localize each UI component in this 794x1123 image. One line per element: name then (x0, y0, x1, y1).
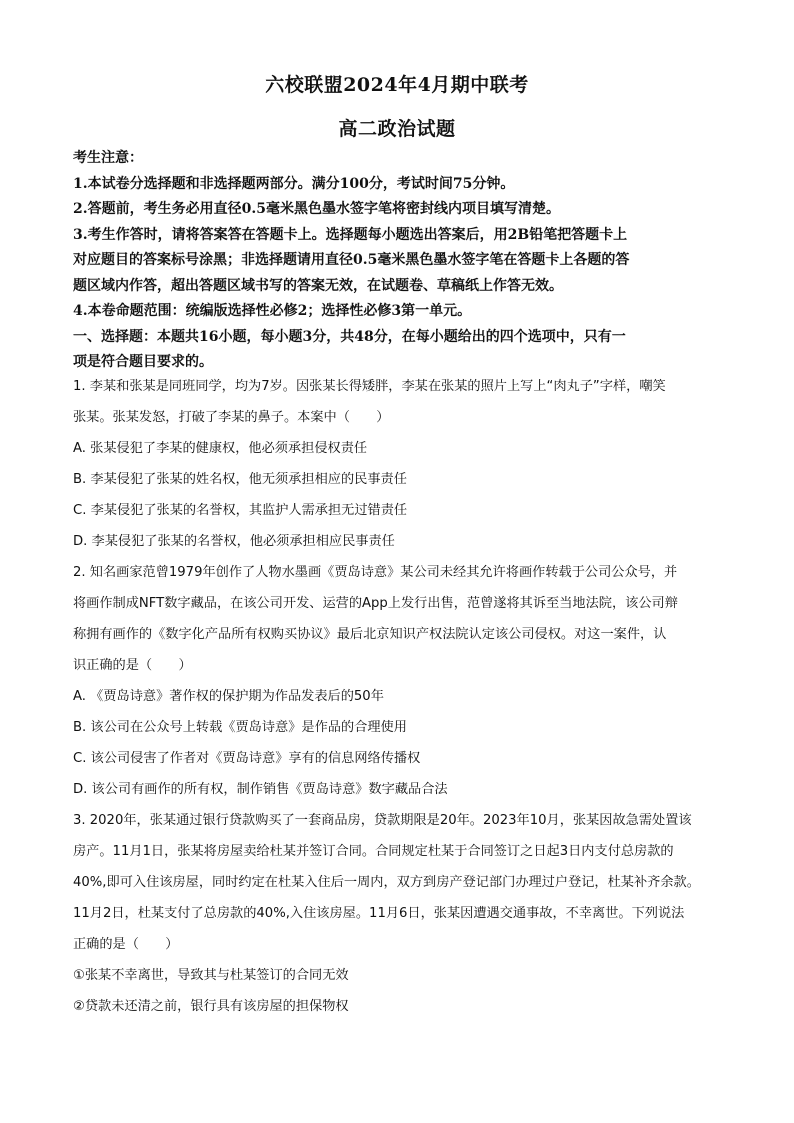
option-line: C. 李某侵犯了张某的名誉权，其监护人需承担无过错责任 (73, 503, 408, 518)
question-line: 称拥有画作的《数字化产品所有权购买协议》最后北京知识产权法院认定该公司侵权。对这一案件，认 (73, 627, 667, 642)
exam-title: 六校联盟2024年4月期中联考 (265, 74, 529, 96)
note-line: 对应题目的答案标号涂黑；非选择题请用直径0.5毫米黑色墨水签字笔在答题卡上各题的答 (73, 252, 630, 268)
question-line: 房产。11月1日，张某将房屋卖给杜某并签订合同。合同规定杜某于合同签订之日起3日内支付总房款的 (73, 844, 674, 859)
option-line: B. 该公司在公众号上转载《贾岛诗意》是作品的合理使用 (73, 720, 407, 735)
candidate-notes (73, 146, 733, 376)
question-line: 张某。张某发怒，打破了李某的鼻子。本案中（ ） (73, 410, 390, 425)
question-line: 识正确的是（ ） (73, 658, 192, 673)
note-line: 1.本试卷分选择题和非选择题两部分。满分100分，考试时间75分钟。 (73, 175, 515, 192)
section-heading-line: 一、选择题：本题共16小题，每小题3分，共48分，在每小题给出的四个选项中，只有一 (73, 328, 626, 345)
option-line: A. 《贾岛诗意》著作权的保护期为作品发表后的50年 (73, 689, 384, 704)
option-line: D. 李某侵犯了张某的名誉权，他必须承担相应民事责任 (73, 534, 395, 549)
exam-subtitle: 高二政治试题 (338, 118, 456, 140)
question-line: 11月2日，杜某支付了总房款的40%,入住该房屋。11月6日，张某因遭遇交通事故，不幸离世。下列说法 (73, 906, 685, 921)
note-line: 3.考生作答时，请将答案答在答题卡上。选择题每小题选出答案后，用2B铅笔把答题卡上 (73, 226, 628, 243)
notes-heading: 考生注意： (73, 150, 143, 166)
question-line: 2. 知名画家范曾1979年创作了人物水墨画《贾岛诗意》某公司未经其允许将画作转载于公司公众号，并 (73, 565, 678, 580)
question-line: 40%,即可入住该房屋，同时约定在杜某入住后一周内，双方到房产登记部门办理过户登记，杜某补齐余款。 (73, 875, 700, 890)
questions-body (73, 371, 733, 1022)
note-line: 4.本卷命题范围：统编版选择性必修2；选择性必修3第一单元。 (73, 303, 472, 319)
statement-line: ①张某不幸离世，导致其与杜某签订的合同无效 (73, 968, 349, 983)
question-line: 3. 2020年，张某通过银行贷款购买了一套商品房，贷款期限是20年。2023年10月，张某因故急需处置该 (73, 813, 692, 828)
question-line: 1. 李某和张某是同班同学，均为7岁。因张某长得矮胖，李某在张某的照片上写上“肉丸子”字样，嘲笑 (73, 379, 666, 394)
option-line: C. 该公司侵害了作者对《贾岛诗意》享有的信息网络传播权 (73, 751, 421, 766)
option-line: D. 该公司有画作的所有权，制作销售《贾岛诗意》数字藏品合法 (73, 782, 448, 797)
question-line: 将画作制成NFT数字藏品，在该公司开发、运营的App上发行出售，范曾遂将其诉至当地法院，该公司辩 (73, 596, 678, 611)
note-line: 题区域内作答，超出答题区域书写的答案无效，在试题卷、草稿纸上作答无效。 (73, 277, 563, 294)
option-line: A. 张某侵犯了李某的健康权，他必须承担侵权责任 (73, 441, 368, 456)
question-line: 正确的是（ ） (73, 937, 179, 952)
statement-line: ②贷款未还清之前，银行具有该房屋的担保物权 (73, 999, 349, 1014)
section-heading-line: 项是符合题目要求的。 (73, 354, 213, 370)
note-line: 2.答题前，考生务必用直径0.5毫米黑色墨水签字笔将密封线内项目填写清楚。 (73, 201, 560, 217)
option-line: B. 李某侵犯了张某的姓名权，他无须承担相应的民事责任 (73, 472, 407, 487)
